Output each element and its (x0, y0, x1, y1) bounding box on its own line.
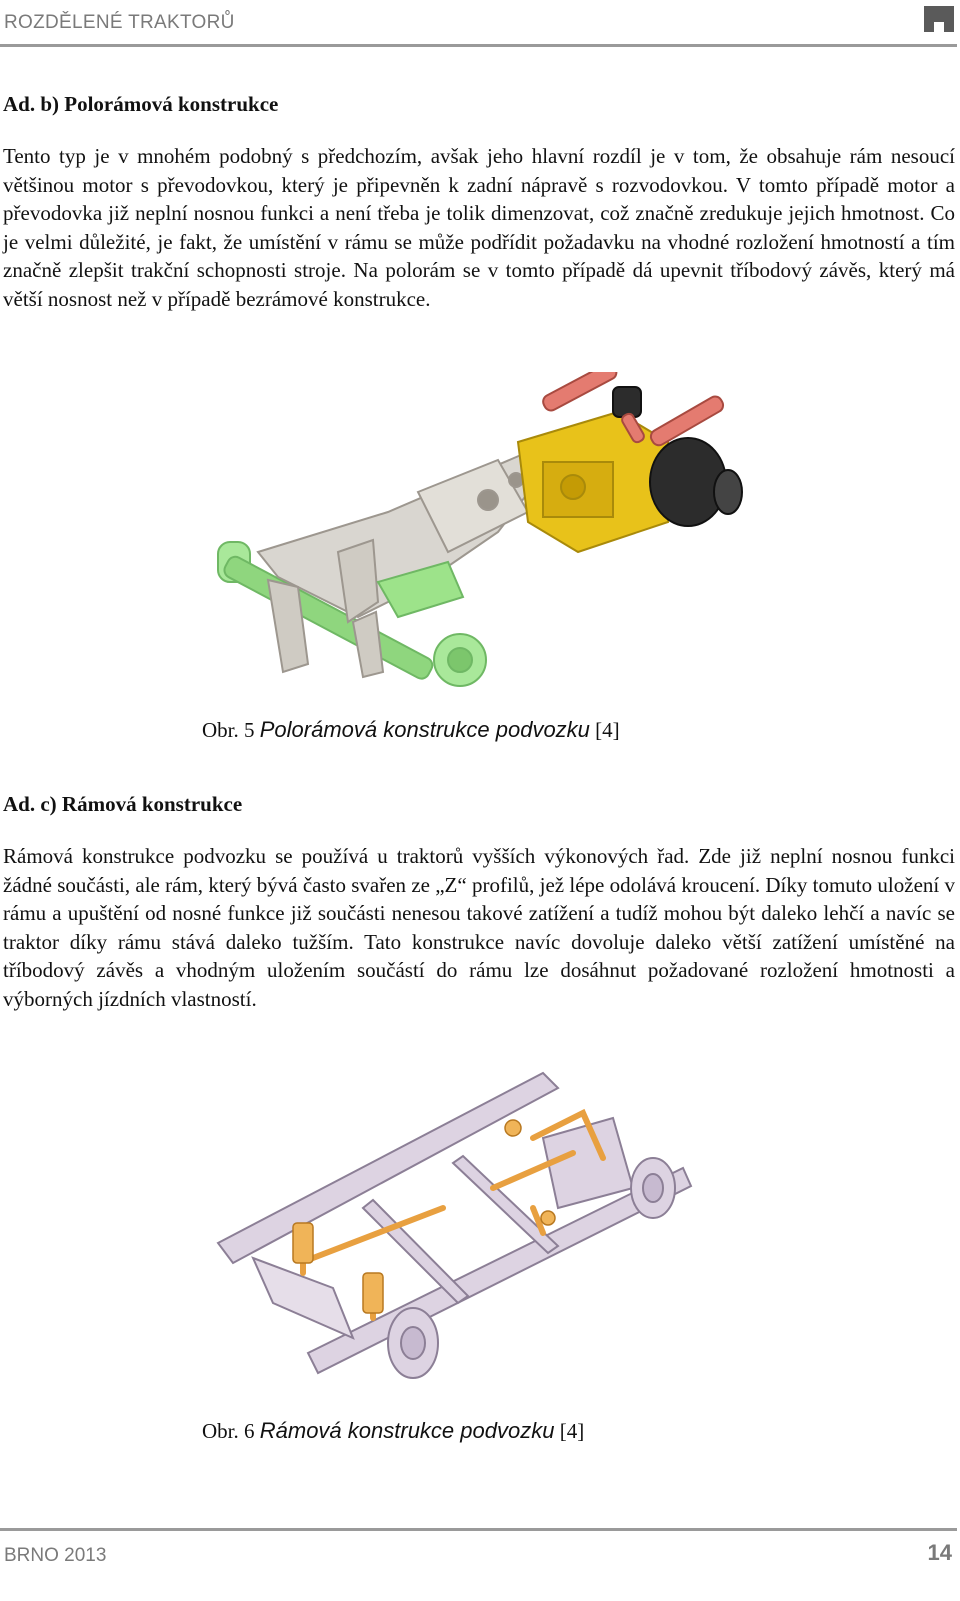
page-header (0, 0, 960, 52)
page-number: 14 (927, 1540, 952, 1565)
half-frame (258, 452, 548, 677)
logo-icon (922, 4, 956, 34)
footer-rule (0, 1528, 957, 1531)
figure-5-image (198, 372, 743, 692)
figure-6-caption (202, 1417, 584, 1446)
gearbox (518, 412, 668, 552)
frame-rails (218, 1073, 691, 1373)
figure-5-caption (202, 716, 620, 745)
footer-location-year: BRNO 2013 (4, 1545, 107, 1566)
figure-5-label: Obr. 5 (202, 718, 260, 742)
figure-5-ref: [4] (589, 718, 620, 742)
figure-6-title: Rámová konstrukce podvozku (259, 1418, 555, 1443)
section-heading-b: Ad. b) Polorámová konstrukce (3, 92, 279, 116)
paragraph-c: Rámová konstrukce podvozku se používá u traktorů vyšších výkonových řad. Zde již neplní nosnou funkci žádné součásti, ale rám, který bývá často svařen ze „Z“ profilů, jež lépe odolává kroucení. Díky tomuto uložení v rámu a upuštění od nosné funkce již součásti nenesou takové zatížení a tudíž mohou být daleko lehčí a navíc se traktor díky rámu stává daleko tužším. Tato konstrukce navíc dovoluje daleko větší zatížení umístěné na tříbodový závěs a vhodným uložením součástí do rámu lze dosáhnut požadované rozložení hmotnosti a výborných jízdních vlastností. (3, 844, 955, 1011)
header-title: ROZDĚLENÉ TRAKTORŮ (4, 12, 235, 33)
header-rule (0, 44, 957, 47)
figure-6-ref: [4] (554, 1419, 585, 1443)
figure-6-label: Obr. 6 (202, 1419, 260, 1443)
figure-5-title: Polorámová konstrukce podvozku (259, 717, 590, 742)
paragraph-b: Tento typ je v mnohém podobný s předchozím, avšak jeho hlavní rozdíl je v tom, že obsahuje rám nesoucí většinou motor s převodovkou, který je připevněn k zadní nápravě s rozvodovkou. V tomto případě motor a převodovka již neplní nosnou funkci a není třeba je tolik dimenzovat, což značně zredukuje jejich hmotnost. Co je velmi důležité, je fakt, že umístění v rámu se může podřídit požadavku na vhodné rozložení hmotností a tím značně zlepšit trakční schopnosti stroje. Na polorám se v tomto případě dá upevnit tříbodový závěs, který má větší nosnost než v případě bezrámové konstrukce. (3, 144, 955, 311)
section-heading-c: Ad. c) Rámová konstrukce (3, 792, 243, 816)
figure-6-image (213, 1058, 703, 1393)
